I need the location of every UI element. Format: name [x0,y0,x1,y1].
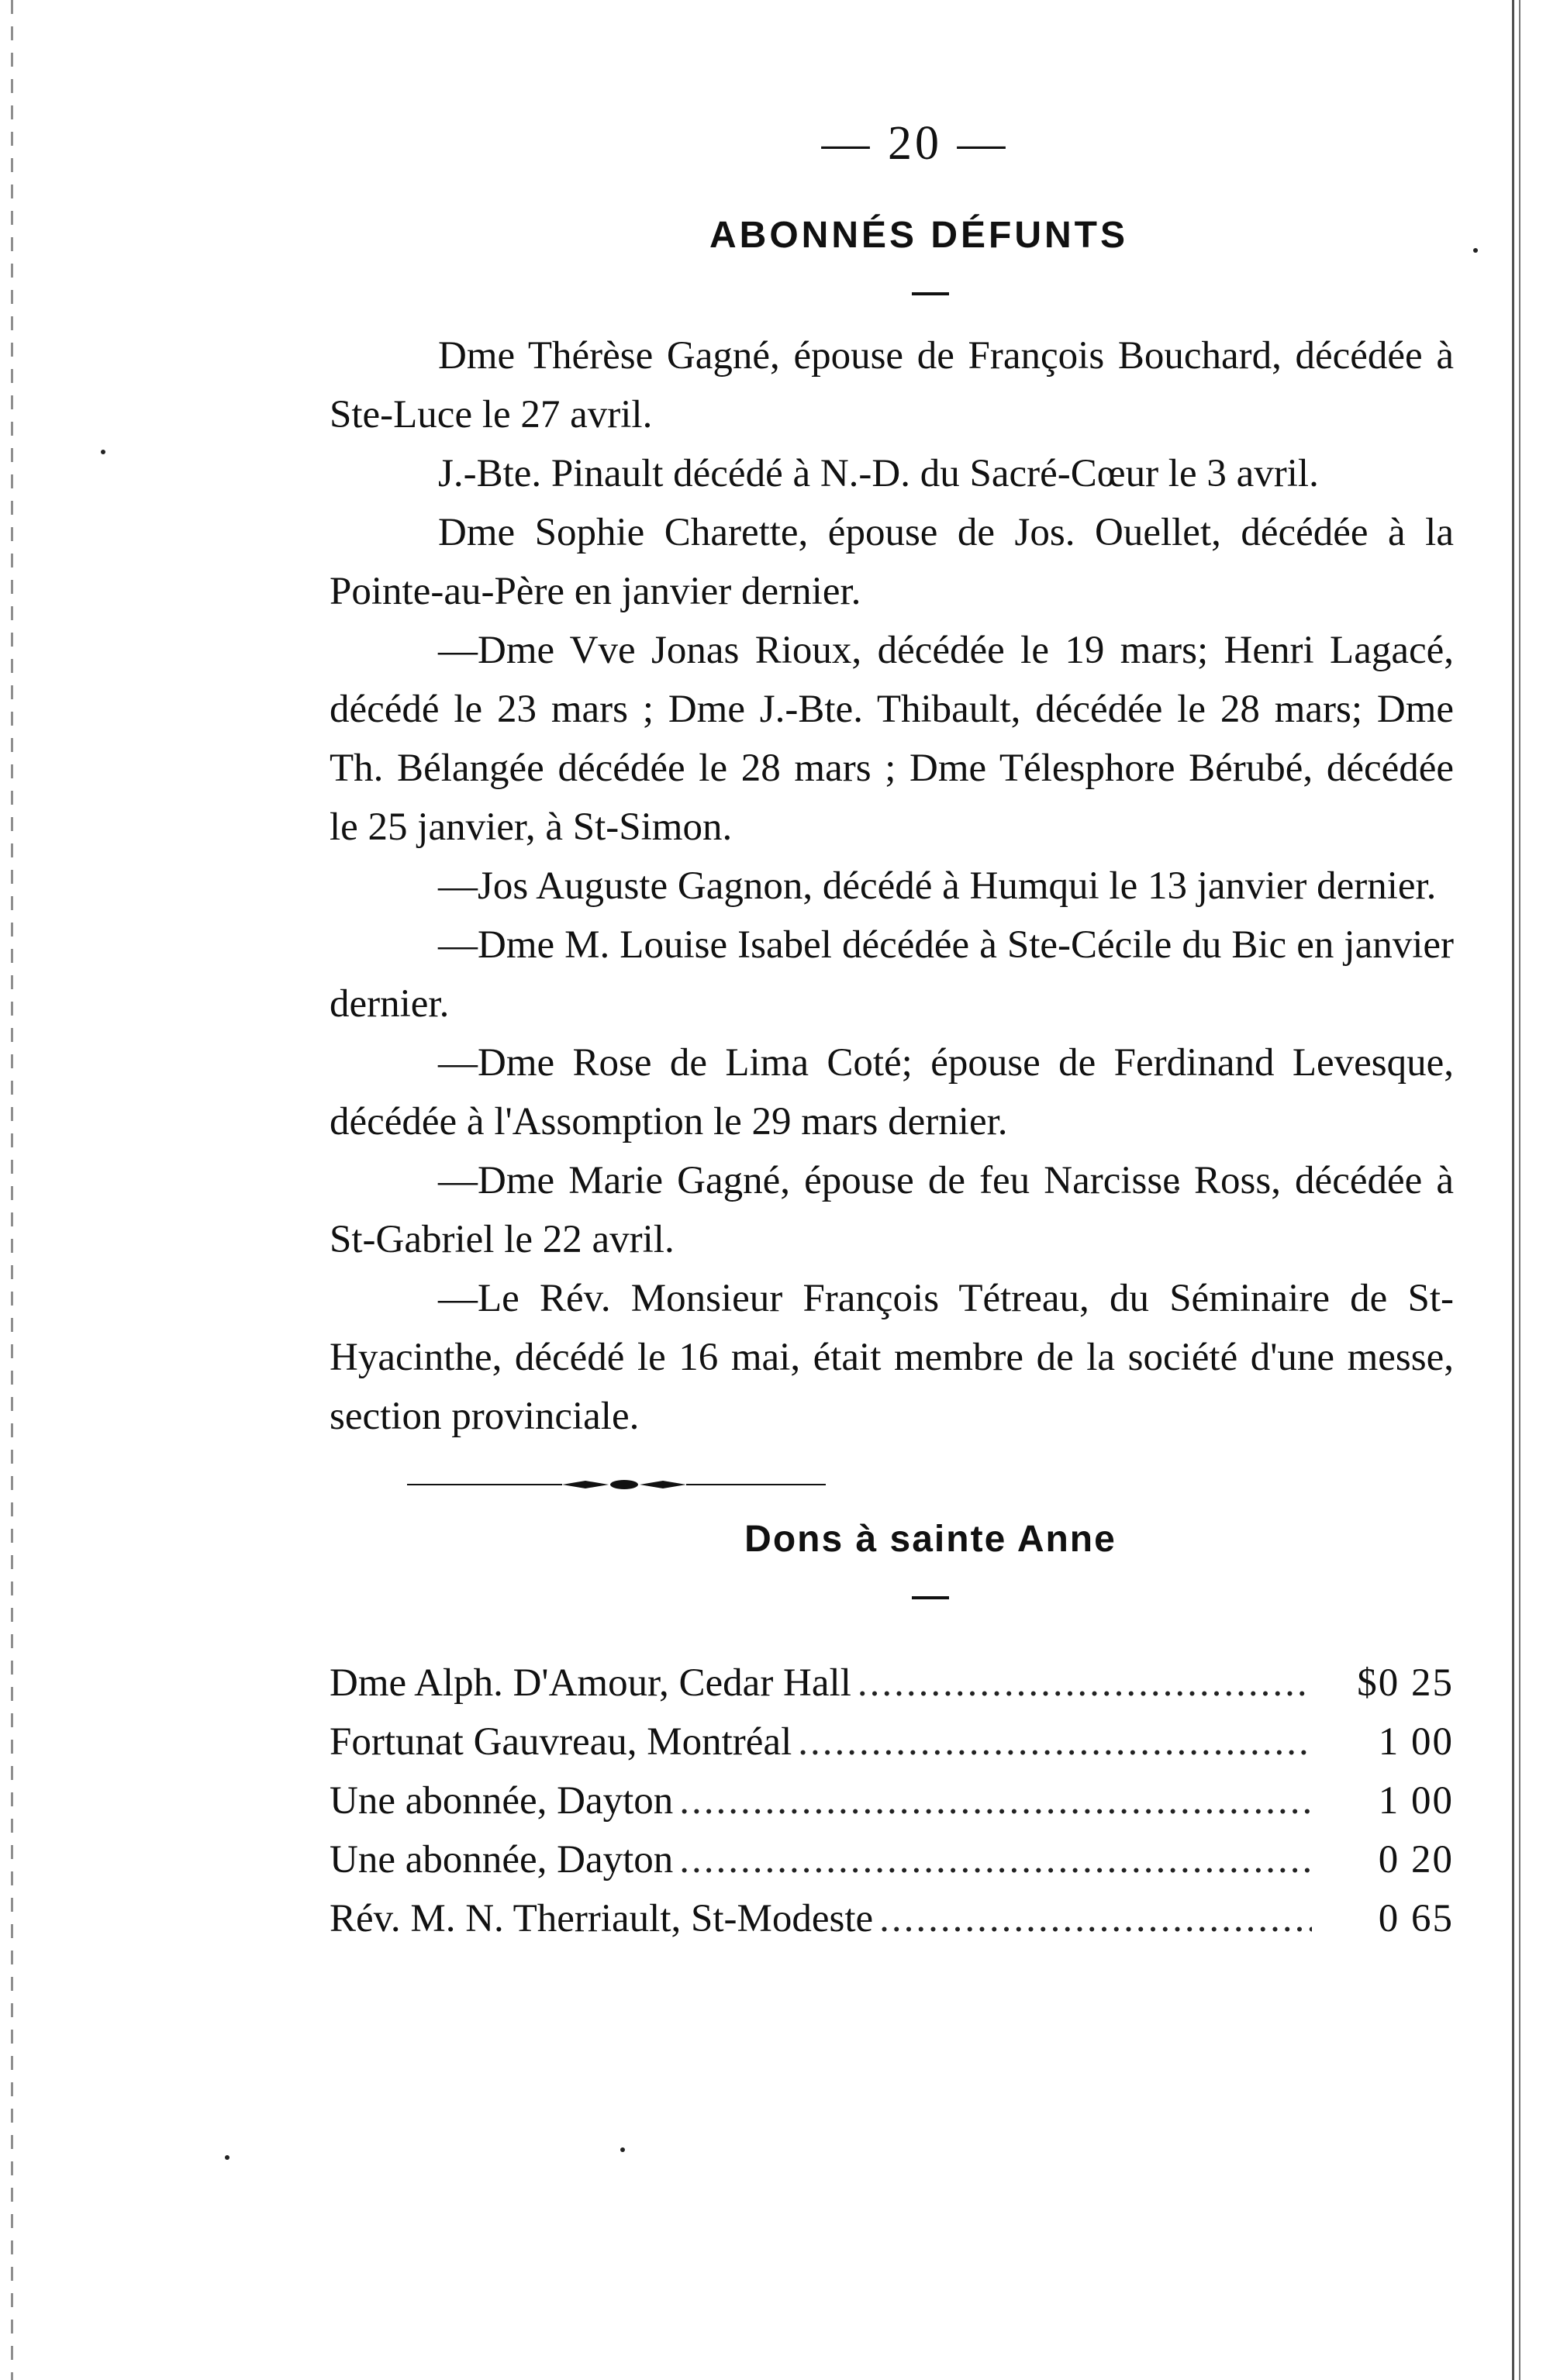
donor-name: Dme Alph. D'Amour, Cedar Hall [330,1661,851,1705]
donation-amount: 1 00 [1378,1779,1454,1823]
obituary-entry: —Jos Auguste Gagnon, décédé à Humqui le 13 janvier dernier. [438,864,1437,908]
donor-name: Une abonnée, Dayton [330,1838,674,1882]
donor-name: Fortunat Gauvreau, Montréal [330,1720,792,1764]
dot-leader [858,1654,1312,1713]
scan-speck [620,2147,625,2152]
title-rule [912,1596,949,1599]
donation-amount: 0 65 [1378,1897,1454,1940]
scan-edge-right [1512,0,1520,2380]
dot-leader [679,1830,1312,1889]
obituary-list [330,326,1454,1446]
obituary-entry: —Dme M. Louise Isabel décédée à Ste-Cécile du Bic en janvier dernier. [330,923,1454,1026]
obituary-entry: Dme Sophie Charette, épouse de Jos. Ouellet, décédée à la Pointe-au-Père en janvier dernier. [330,511,1454,613]
page-content [330,116,1454,1948]
donation-amount: 0 20 [1378,1838,1454,1882]
page-number: — 20 — [821,117,1009,170]
donation-amount: $0 25 [1357,1661,1454,1705]
donation-list [330,1654,1454,1948]
scan-speck [1473,248,1478,253]
dot-leader [679,1771,1312,1830]
title-rule [912,292,949,295]
section-title-dons: Dons à sainte Anne [744,1519,1117,1560]
donation-amount: 1 00 [1378,1720,1454,1764]
scan-speck [101,450,105,454]
dot-leader [879,1889,1312,1948]
donor-name: Une abonnée, Dayton [330,1779,674,1823]
ornament-divider [407,1477,826,1492]
donation-row [330,1654,1454,1713]
dot-leader [798,1713,1312,1771]
obituary-entry: —Dme Rose de Lima Coté; épouse de Ferdinand Levesque, décédée à l'Assomption le 29 mars dernier. [330,1041,1454,1143]
obituary-entry: —Dme Vve Jonas Rioux, décédée le 19 mars; Henri Lagacé, décédé le 23 mars ; Dme J.-Bte. Thibault, décédée le 28 mars; Dme Th. Bélangée décédée le 28 mars ; Dme Télesphore Bérubé, décédée le 25 janvier, à St-Simon. [330,629,1454,849]
obituary-entry: Dme Thérèse Gagné, épouse de François Bouchard, décédée à Ste-Luce le 27 avril. [330,334,1454,436]
section-title-abonnes-defunts: ABONNÉS DÉFUNTS [709,215,1129,256]
obituary-entry: —Le Rév. Monsieur François Tétreau, du Séminaire de St-Hyacinthe, décédé le 16 mai, était membre de la société d'une messe, section provinciale. [330,1277,1454,1438]
donor-name: Rév. M. N. Therriault, St-Modeste [330,1897,874,1940]
donation-row [330,1889,1454,1948]
scan-edge-left [11,0,13,2380]
donation-row [330,1771,1454,1830]
scan-speck [225,2155,230,2160]
obituary-entry: —Dme Marie Gagné, épouse de feu Narcisse Ross, décédée à St-Gabriel le 22 avril. [330,1159,1454,1261]
donation-row [330,1830,1454,1889]
obituary-entry: J.-Bte. Pinault décédé à N.-D. du Sacré-Cœur le 3 avril. [438,452,1319,495]
donation-row [330,1713,1454,1771]
